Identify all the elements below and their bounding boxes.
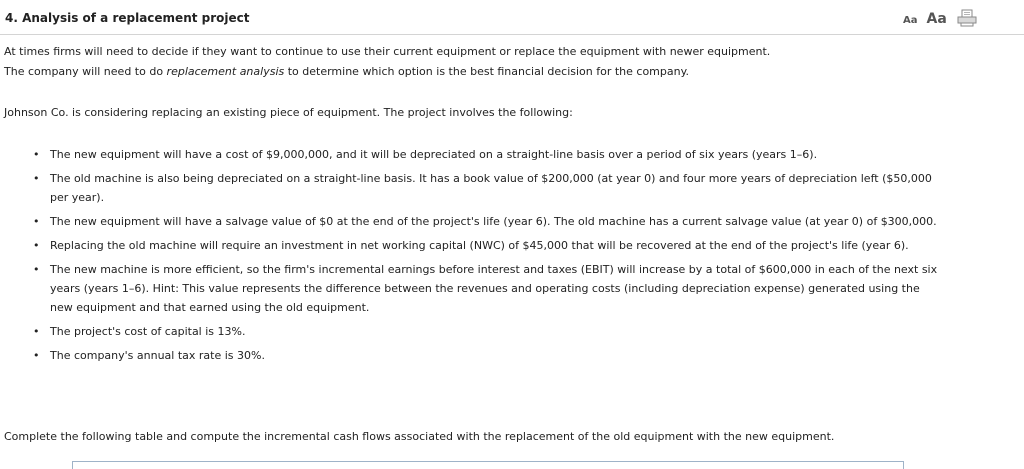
increase-font-button[interactable]: Aa	[926, 11, 947, 27]
intro-line-2-emphasis: replacement analysis	[166, 65, 285, 78]
list-item	[0, 145, 940, 164]
list-item	[0, 236, 940, 255]
list-item-text: The old machine is also being depreciated on a straight-line basis. It has a book value of $200,000 (at year 0) and four more years of depreciation left ($50,000 per year).	[50, 172, 932, 204]
list-item-text: The company's annual tax rate is 30%.	[50, 349, 265, 362]
intro-line-2-suffix: to determine which option is the best financial decision for the company.	[284, 65, 690, 78]
scenario-text: Johnson Co. is considering replacing an existing piece of equipment. The project involves the following:	[4, 106, 573, 119]
bullet-icon: •	[33, 215, 40, 228]
instruction-text: Complete the following table and compute the incremental cash flows associated with the replacement of the old equipment with the new equipment.	[4, 430, 835, 443]
bullet-icon: •	[33, 349, 40, 362]
list-item-text: The new machine is more efficient, so the firm's incremental earnings before interest and taxes (EBIT) will increase by a total of $600,000 in each of the next six years (years 1–6). Hint: This value represents the difference between the revenues and operating costs (including depreciation expense) generated using the new equipment and that earned using the old equipment.	[50, 263, 938, 314]
list-item	[0, 322, 940, 341]
list-item	[0, 169, 940, 207]
list-item	[0, 212, 940, 231]
bullet-icon: •	[33, 239, 40, 252]
bullet-icon: •	[33, 263, 40, 276]
intro-paragraph	[4, 42, 770, 82]
header-divider	[0, 34, 1024, 35]
bullet-icon: •	[33, 148, 40, 161]
list-item	[0, 260, 940, 317]
list-item-text: The project's cost of capital is 13%.	[50, 325, 246, 338]
print-icon[interactable]	[957, 9, 977, 27]
toolbar	[903, 9, 977, 27]
list-item-text: Replacing the old machine will require an investment in net working capital (NWC) of $45,000 that will be recovered at the end of the project's life (year 6).	[50, 239, 909, 252]
list-item-text: The new equipment will have a cost of $9,000,000, and it will be depreciated on a straight-line basis over a period of six years (years 1–6).	[50, 148, 818, 161]
list-item-text: The new equipment will have a salvage value of $0 at the end of the project's life (year 6). The old machine has a current salvage value (at year 0) of $300,000.	[50, 215, 937, 228]
intro-line-2-prefix: The company will need to do	[4, 65, 167, 78]
cash-flow-table	[72, 461, 904, 469]
decrease-font-button[interactable]: Aa	[903, 15, 918, 26]
bullet-icon: •	[33, 172, 40, 185]
list-item	[0, 346, 940, 365]
bullet-icon: •	[33, 325, 40, 338]
intro-line-1: At times firms will need to decide if they want to continue to use their current equipment or replace the equipment with newer equipment.	[4, 45, 771, 58]
page-title: 4. Analysis of a replacement project	[5, 11, 250, 25]
project-details-list	[0, 145, 940, 370]
